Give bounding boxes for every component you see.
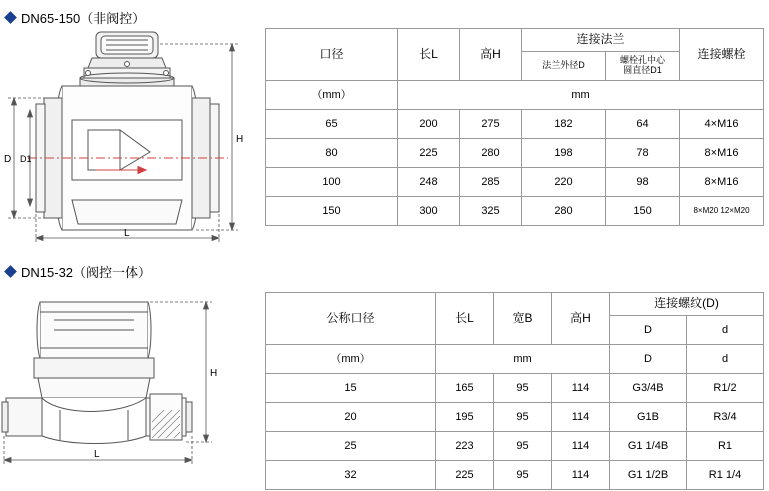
water-meter-valve-drawing <box>0 286 258 486</box>
cell-bolts: 8×M16 <box>680 139 764 168</box>
cell-b: 95 <box>494 403 552 432</box>
svg-text:L: L <box>124 228 130 239</box>
cell-dn: 15 <box>266 374 436 403</box>
th-flange-group: 连接法兰 <box>522 29 680 52</box>
th-thread-d-upper: D <box>610 316 687 345</box>
svg-text:H: H <box>236 134 244 145</box>
th-bolts: 连接螺栓 <box>680 29 764 81</box>
cell-thread-d2: R1/2 <box>687 374 764 403</box>
unit-mm-bore: （mm） <box>266 81 398 110</box>
th-bolt-circle-line2: 圆直径D1 <box>623 65 662 75</box>
cell-dn: 20 <box>266 403 436 432</box>
cell-h: 285 <box>460 168 522 197</box>
svg-text:D1: D1 <box>20 154 32 164</box>
cell-l: 300 <box>398 197 460 226</box>
svg-text:L: L <box>94 449 100 460</box>
cell-dn: 80 <box>266 139 398 168</box>
cell-thread-d: G1 1/2B <box>610 461 687 490</box>
cell-dn: 25 <box>266 432 436 461</box>
section-heading-label: DN65-150（非阀控） <box>21 11 146 26</box>
table-row <box>266 461 764 490</box>
cell-d: 280 <box>522 197 606 226</box>
cell-l: 195 <box>436 403 494 432</box>
cell-d1: 64 <box>606 110 680 139</box>
cell-thread-d2: R1 1/4 <box>687 461 764 490</box>
table-row <box>266 432 764 461</box>
section-heading-dn15-32 <box>6 262 151 281</box>
cell-l: 225 <box>436 461 494 490</box>
cell-l: 165 <box>436 374 494 403</box>
dn65-150-dimensions-table <box>265 28 764 226</box>
cell-h: 114 <box>552 374 610 403</box>
svg-text:H: H <box>210 368 218 379</box>
cell-d: 182 <box>522 110 606 139</box>
cell-h: 275 <box>460 110 522 139</box>
cell-l: 248 <box>398 168 460 197</box>
cell-d: 220 <box>522 168 606 197</box>
water-meter-flange-drawing <box>0 24 258 244</box>
th-bolt-circle-line1: 螺栓孔中心 <box>620 55 666 66</box>
cell-dn: 150 <box>266 197 398 226</box>
table-row <box>266 168 764 197</box>
th-thread-d-lower: d <box>687 316 764 345</box>
cell-dn: 65 <box>266 110 398 139</box>
th-bore: 口径 <box>266 29 398 81</box>
diamond-bullet-icon <box>4 265 17 278</box>
cell-dn: 100 <box>266 168 398 197</box>
cell-h: 280 <box>460 139 522 168</box>
cell-b: 95 <box>494 461 552 490</box>
cell-h: 325 <box>460 197 522 226</box>
th-flange-outer-dia: 法兰外径D <box>522 52 606 81</box>
cell-h: 114 <box>552 403 610 432</box>
cell-d1: 150 <box>606 197 680 226</box>
unit-thread-d2: d <box>687 345 764 374</box>
th-width: 宽B <box>494 293 552 345</box>
table-row <box>266 197 764 226</box>
table-row-units <box>266 81 764 110</box>
diamond-bullet-icon <box>4 11 17 24</box>
th-bolt-circle-dia <box>606 52 680 81</box>
cell-h: 114 <box>552 461 610 490</box>
cell-bolts: 4×M16 <box>680 110 764 139</box>
cell-d1: 98 <box>606 168 680 197</box>
svg-text:D: D <box>4 154 12 165</box>
table-row <box>266 29 764 52</box>
table-row <box>266 139 764 168</box>
th-height: 高H <box>460 29 522 81</box>
dn15-32-dimensions-table <box>265 292 764 490</box>
cell-l: 200 <box>398 110 460 139</box>
cell-h: 114 <box>552 432 610 461</box>
cell-d1: 78 <box>606 139 680 168</box>
cell-thread-d: G1B <box>610 403 687 432</box>
cell-thread-d2: R1 <box>687 432 764 461</box>
table-row <box>266 110 764 139</box>
table-row-units <box>266 345 764 374</box>
table-row <box>266 374 764 403</box>
unit-mm-bore: （mm） <box>266 345 436 374</box>
cell-b: 95 <box>494 374 552 403</box>
cell-b: 95 <box>494 432 552 461</box>
table-row <box>266 293 764 316</box>
th-nominal-bore: 公称口径 <box>266 293 436 345</box>
th-thread-group: 连接螺纹(D) <box>610 293 764 316</box>
unit-thread-d: D <box>610 345 687 374</box>
th-height: 高H <box>552 293 610 345</box>
unit-mm-rest: mm <box>436 345 610 374</box>
section-heading-label: DN15-32（阀控一体） <box>21 265 152 280</box>
cell-bolts: 8×M16 <box>680 168 764 197</box>
cell-thread-d2: R3/4 <box>687 403 764 432</box>
cell-thread-d: G3/4B <box>610 374 687 403</box>
cell-bolts: 8×M20 12×M20 <box>680 197 764 226</box>
cell-l: 225 <box>398 139 460 168</box>
th-length: 长L <box>436 293 494 345</box>
cell-l: 223 <box>436 432 494 461</box>
th-length: 长L <box>398 29 460 81</box>
cell-d: 198 <box>522 139 606 168</box>
cell-dn: 32 <box>266 461 436 490</box>
cell-thread-d: G1 1/4B <box>610 432 687 461</box>
table-row <box>266 403 764 432</box>
unit-mm-rest: mm <box>398 81 764 110</box>
